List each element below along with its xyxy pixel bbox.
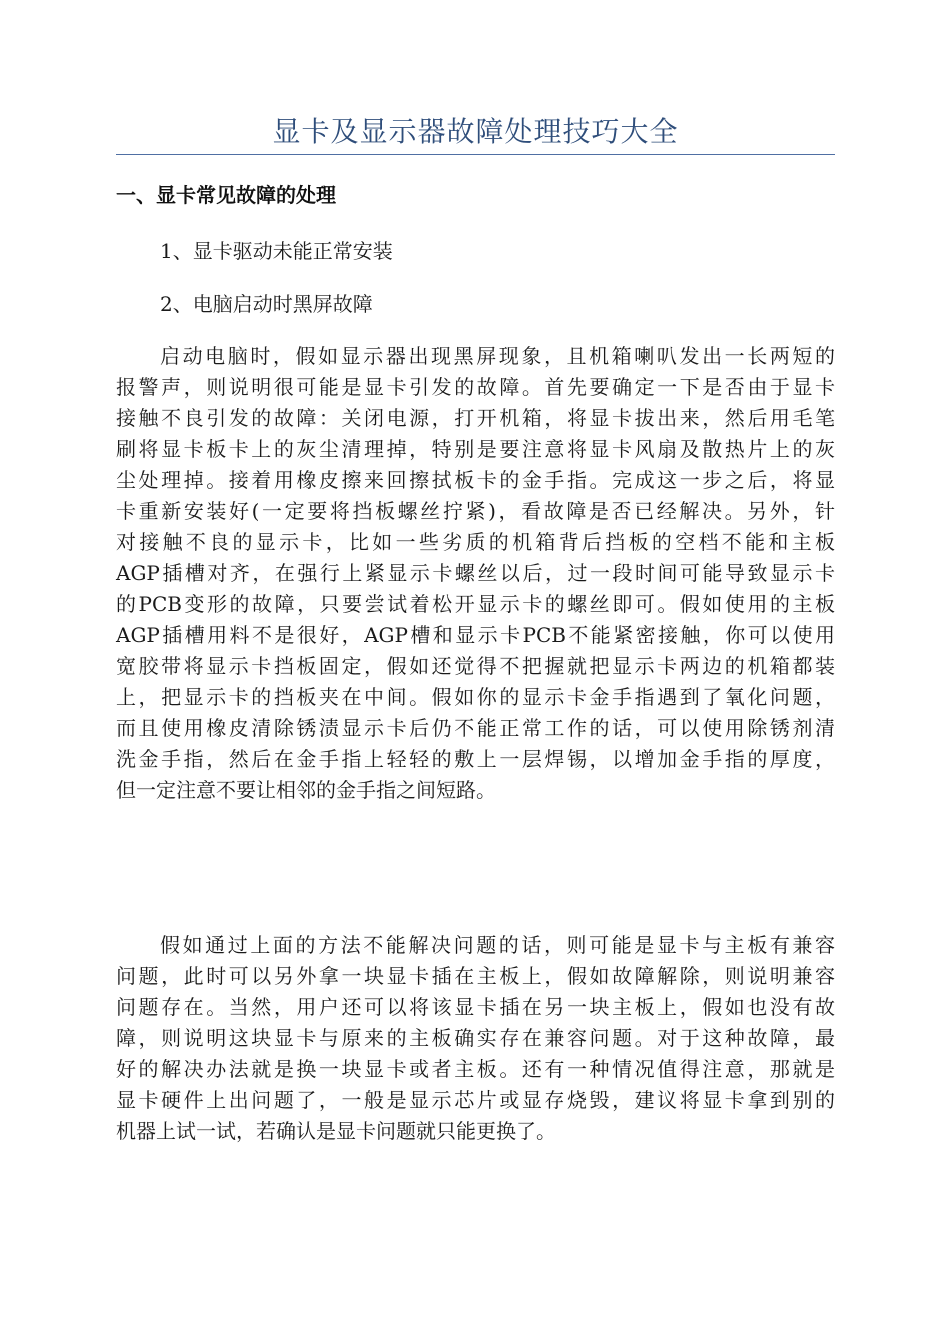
paragraph-line: 而且使用橡皮清除锈渍显示卡后仍不能正常工作的话，可以使用除锈剂清 [116,716,835,740]
paragraph-line: 显卡硬件上出问题了，一般是显示芯片或显存烧毁，建议将显卡拿到别的 [116,1088,835,1112]
title-underline [116,154,835,155]
list-item: 2、电脑启动时黑屏故障 [160,292,373,316]
paragraph-line: 接触不良引发的故障：关闭电源，打开机箱，将显卡拔出来，然后用毛笔 [116,406,835,430]
paragraph-line: 好的解决办法就是换一块显卡或者主板。还有一种情况值得注意，那就是 [116,1057,835,1081]
paragraph-line: 对接触不良的显示卡，比如一些劣质的机箱背后挡板的空档不能和主板 [116,530,835,554]
section-heading: 一、显卡常见故障的处理 [116,183,336,207]
paragraph-line: 卡重新安装好(一定要将挡板螺丝拧紧)，看故障是否已经解决。另外，针 [116,499,835,523]
paragraph-line: AGP插槽用料不是很好，AGP槽和显示卡PCB不能紧密接触，你可以使用 [116,623,835,647]
paragraph-line: AGP插槽对齐，在强行上紧显示卡螺丝以后，过一段时间可能导致显示卡 [116,561,835,585]
paragraph-compatibility [116,930,835,1147]
paragraph-line: 的PCB变形的故障，只要尝试着松开显示卡的螺丝即可。假如使用的主板 [116,592,835,616]
paragraph-line: 启动电脑时，假如显示器出现黑屏现象，且机箱喇叭发出一长两短的 [160,344,835,368]
paragraph-line: 宽胶带将显示卡挡板固定，假如还觉得不把握就把显示卡两边的机箱都装 [116,654,835,678]
paragraph-line: 上，把显示卡的挡板夹在中间。假如你的显示卡金手指遇到了氧化问题， [116,685,835,709]
paragraph-line: 报警声，则说明很可能是显卡引发的故障。首先要确定一下是否由于显卡 [116,375,835,399]
paragraph-line: 假如通过上面的方法不能解决问题的话，则可能是显卡与主板有兼容 [160,933,835,957]
paragraph-line: 障，则说明这块显卡与原来的主板确实存在兼容问题。对于这种故障，最 [116,1026,835,1050]
paragraph-line: 尘处理掉。接着用橡皮擦来回擦拭板卡的金手指。完成这一步之后，将显 [116,468,835,492]
paragraph-line: 刷将显卡板卡上的灰尘清理掉，特别是要注意将显卡风扇及散热片上的灰 [116,437,835,461]
paragraph-line: 问题存在。当然，用户还可以将该显卡插在另一块主板上，假如也没有故 [116,995,835,1019]
paragraph-line: 洗金手指，然后在金手指上轻轻的敷上一层焊锡，以增加金手指的厚度， [116,747,835,771]
paragraph-black-screen [116,341,835,806]
list-item: 1、显卡驱动未能正常安装 [160,239,393,263]
paragraph-line: 机器上试一试，若确认是显卡问题就只能更换了。 [116,1119,556,1143]
paragraph-line: 但一定注意不要让相邻的金手指之间短路。 [116,778,496,802]
document-title: 显卡及显示器故障处理技巧大全 [272,115,679,148]
paragraph-line: 问题，此时可以另外拿一块显卡插在主板上，假如故障解除，则说明兼容 [116,964,835,988]
